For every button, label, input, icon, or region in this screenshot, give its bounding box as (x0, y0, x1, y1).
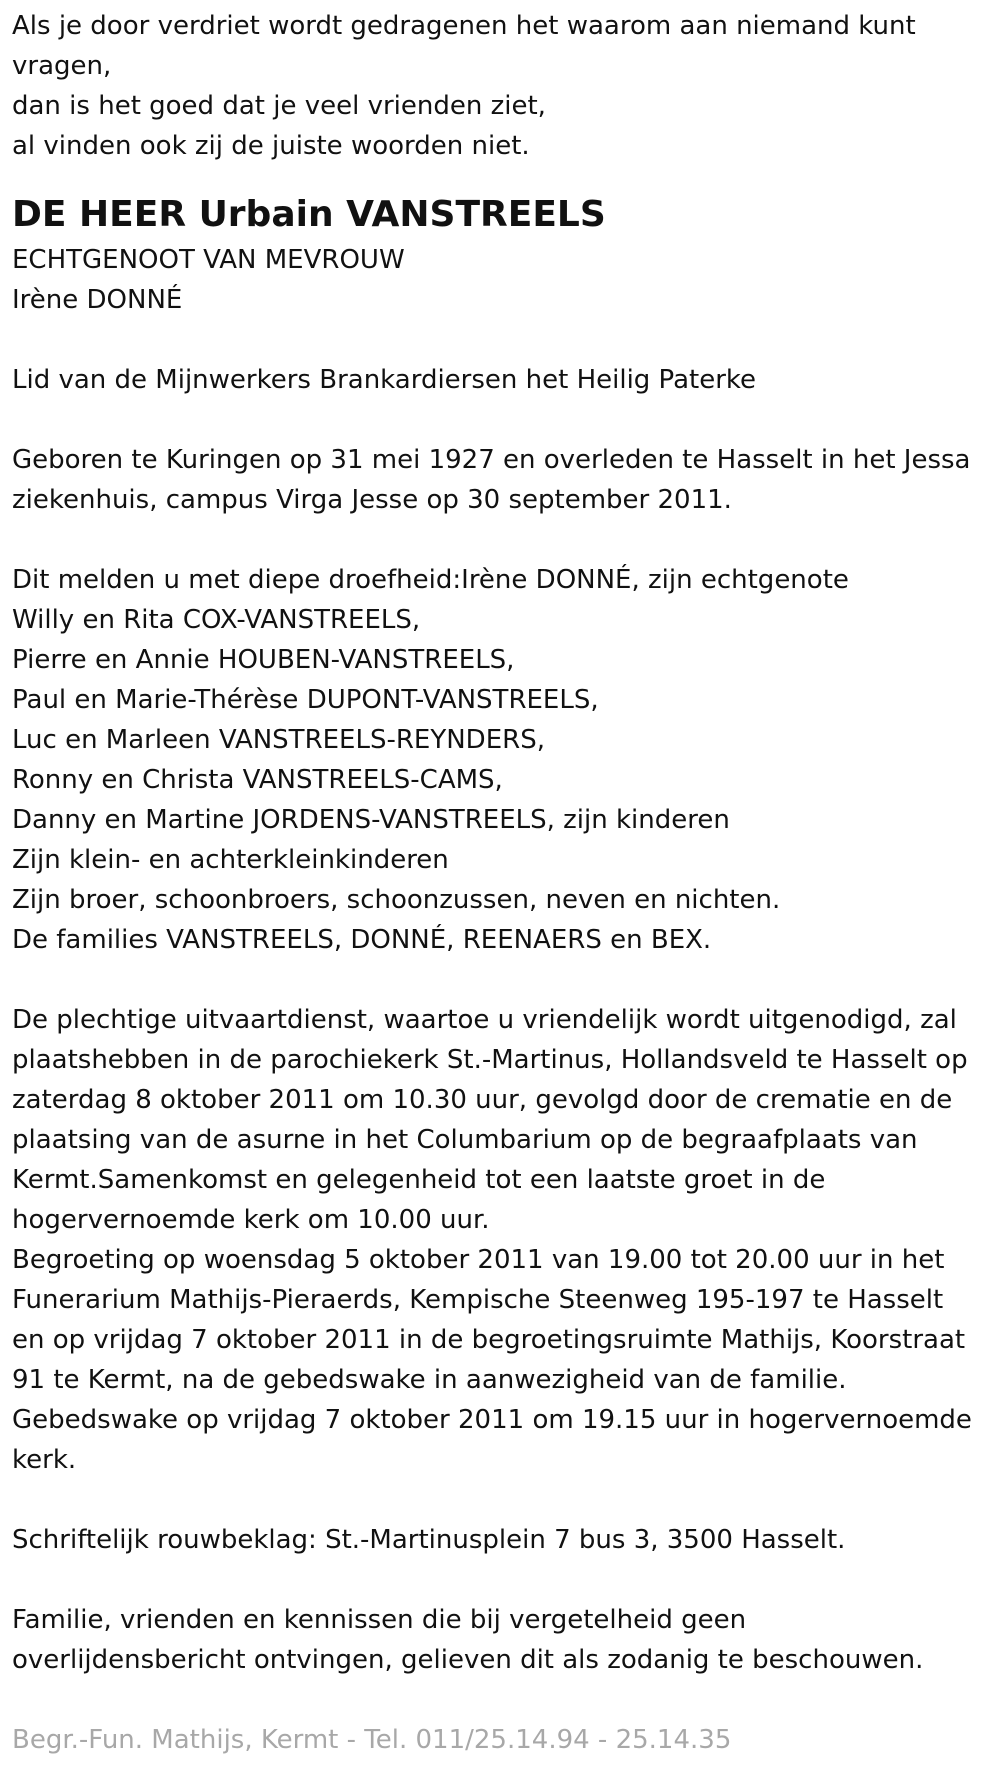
mourner-line: Ronny en Christa VANSTREELS-CAMS, (12, 765, 503, 795)
ceremony-line: zaterdag 8 oktober 2011 om 10.30 uur, gevolgd door de crematie en de (12, 1085, 953, 1115)
birth-death-line: ziekenhuis, campus Virga Jesse op 30 september 2011. (12, 485, 732, 515)
ceremony-line: plaatsing van de asurne in het Columbarium op de begraafplaats van (12, 1125, 918, 1155)
mourner-line: Dit melden u met diepe droefheid:Irène DONNÉ, zijn echtgenote (12, 565, 849, 595)
mourner-line: Willy en Rita COX-VANSTREELS, (12, 605, 421, 635)
mourner-line: Luc en Marleen VANSTREELS-REYNDERS, (12, 725, 545, 755)
ceremony-line: Funerarium Mathijs-Pieraerds, Kempische Steenweg 195-197 te Hasselt (12, 1285, 944, 1315)
obituary-page (12, 6, 992, 1760)
spacer (12, 400, 992, 440)
poem-line: Als je door verdriet wordt gedragenen het waarom aan niemand kunt (12, 11, 916, 41)
ceremony-line: De plechtige uitvaartdienst, waartoe u vriendelijk wordt uitgenodigd, zal (12, 1005, 957, 1035)
ceremony-line: Begroeting op woensdag 5 oktober 2011 van 19.00 tot 20.00 uur in het (12, 1245, 945, 1275)
funeral-home-footer: Begr.-Fun. Mathijs, Kermt - Tel. 011/25.14.94 - 25.14.35 (12, 1725, 732, 1755)
ceremony-line: hogervernoemde kerk om 10.00 uur. (12, 1205, 490, 1235)
birth-death-info (12, 440, 992, 520)
spacer (12, 520, 992, 560)
ceremony-line: plaatshebben in de parochiekerk St.-Martinus, Hollandsveld te Hasselt op (12, 1045, 968, 1075)
poem-line: dan is het goed dat je veel vrienden ziet, (12, 91, 546, 121)
mourner-line: Zijn klein- en achterkleinkinderen (12, 845, 449, 875)
ceremony-line: kerk. (12, 1445, 77, 1475)
closing-note (12, 1600, 992, 1680)
poem-line: al vinden ook zij de juiste woorden niet. (12, 131, 530, 161)
closing-line: overlijdensbericht ontvingen, gelieven dit als zodanig te beschouwen. (12, 1645, 924, 1675)
spacer (12, 1480, 992, 1520)
ceremony-line: 91 te Kermt, na de gebedswake in aanwezigheid van de familie. (12, 1365, 847, 1395)
mourner-line: Paul en Marie-Thérèse DUPONT-VANSTREELS, (12, 685, 599, 715)
spacer (12, 1560, 992, 1600)
mourner-line: Pierre en Annie HOUBEN-VANSTREELS, (12, 645, 515, 675)
condolence-address: Schriftelijk rouwbeklag: St.-Martinusplein 7 bus 3, 3500 Hasselt. (12, 1525, 846, 1555)
ceremony-details (12, 1000, 992, 1480)
poem-line: vragen, (12, 51, 112, 81)
ceremony-line: en op vrijdag 7 oktober 2011 in de begroetingsruimte Mathijs, Koorstraat (12, 1325, 966, 1355)
membership: Lid van de Mijnwerkers Brankardiersen het Heilig Paterke (12, 365, 757, 395)
spacer (12, 1680, 992, 1720)
mourner-line: Danny en Martine JORDENS-VANSTREELS, zijn kinderen (12, 805, 730, 835)
ceremony-line: Gebedswake op vrijdag 7 oktober 2011 om 19.15 uur in hogervernoemde (12, 1405, 972, 1435)
poem (12, 6, 992, 166)
mourner-line: De families VANSTREELS, DONNÉ, REENAERS en BEX. (12, 925, 712, 955)
spouse-label: ECHTGENOOT VAN MEVROUW (12, 245, 405, 275)
spacer (12, 960, 992, 1000)
spacer (12, 320, 992, 360)
mourner-line: Zijn broer, schoonbroers, schoonzussen, neven en nichten. (12, 885, 781, 915)
ceremony-line: Kermt.Samenkomst en gelegenheid tot een laatste groet in de (12, 1165, 826, 1195)
mourners-list (12, 560, 992, 960)
spouse-name: Irène DONNÉ (12, 285, 183, 315)
birth-death-line: Geboren te Kuringen op 31 mei 1927 en overleden te Hasselt in het Jessa (12, 445, 971, 475)
closing-line: Familie, vrienden en kennissen die bij vergetelheid geen (12, 1605, 747, 1635)
deceased-name: DE HEER Urbain VANSTREELS (12, 194, 606, 235)
